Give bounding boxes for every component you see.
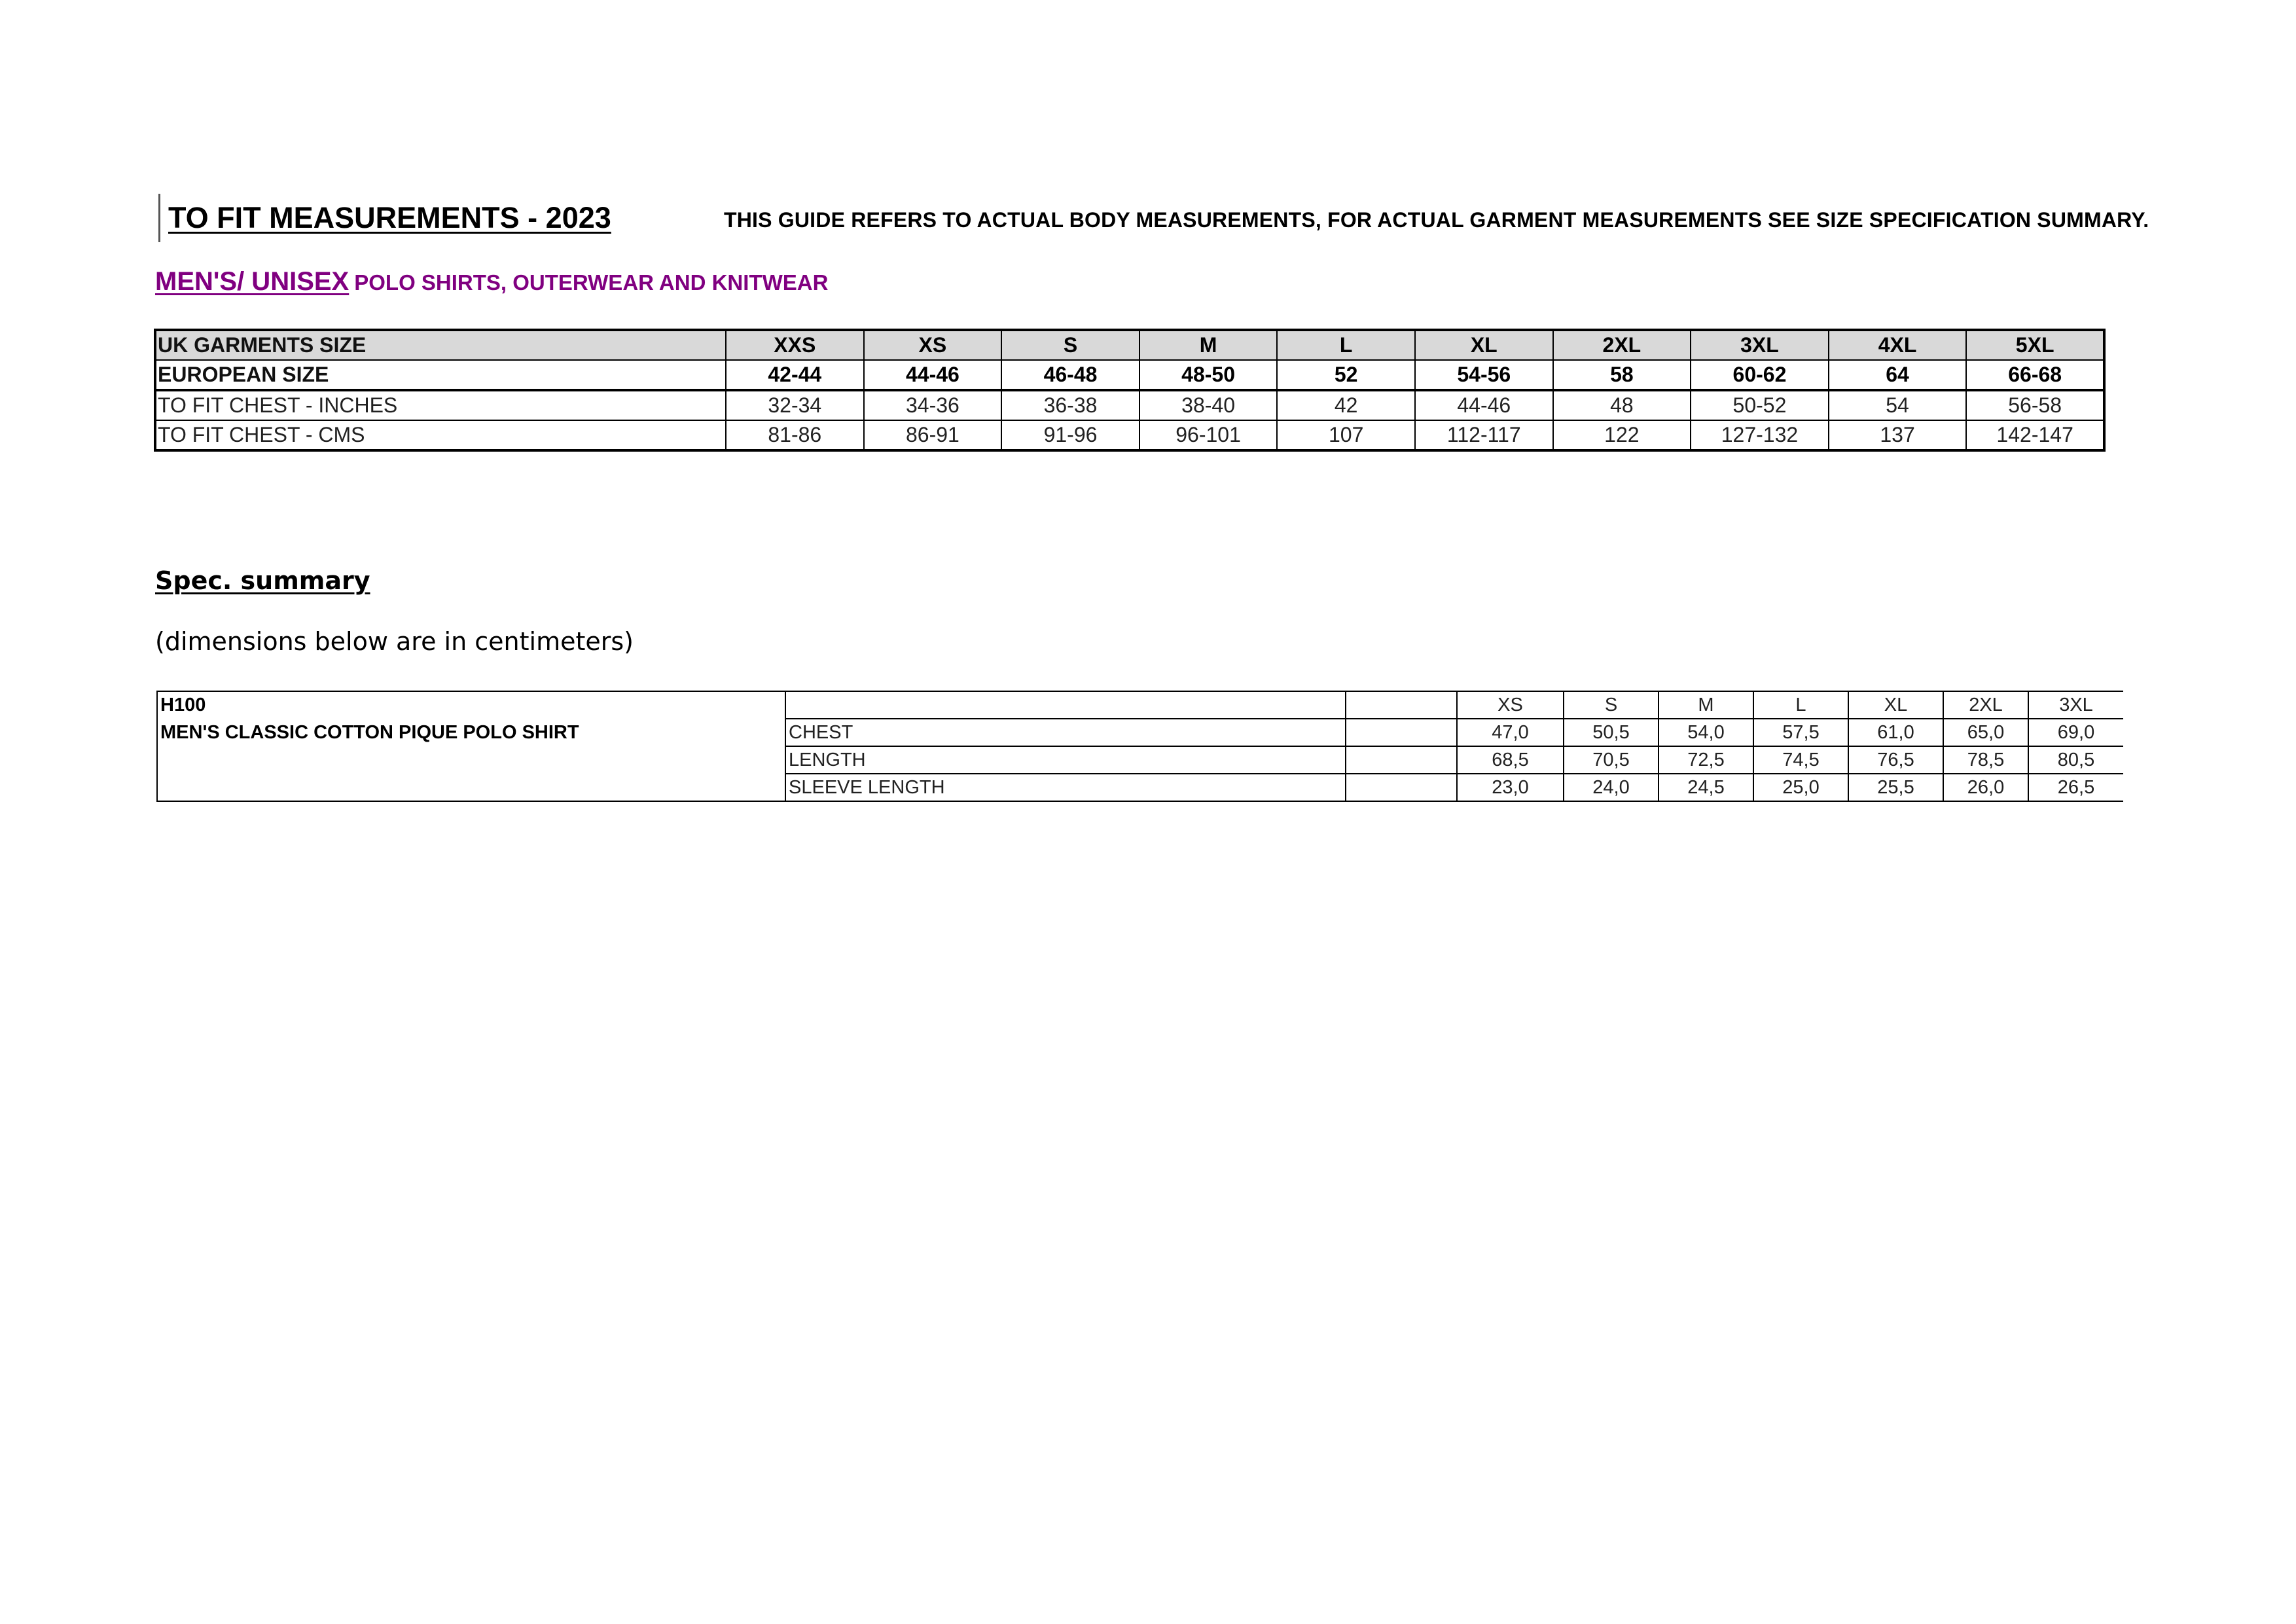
product-blank: [157, 746, 785, 774]
size-cell: 81-86: [726, 420, 864, 450]
spec-size-header: 2XL: [1943, 691, 2028, 719]
size-cell: 112-117: [1415, 420, 1553, 450]
spec-value: 65,0: [1943, 719, 2028, 746]
spec-empty-cell: [1346, 719, 1457, 746]
spec-value: 80,5: [2028, 746, 2123, 774]
spec-value: 25,5: [1848, 774, 1943, 801]
size-cell: 4XL: [1829, 330, 1967, 360]
spec-value: 26,5: [2028, 774, 2123, 801]
size-cell: 5XL: [1966, 330, 2104, 360]
size-cell: 142-147: [1966, 420, 2104, 450]
row-label: TO FIT CHEST - CMS: [158, 423, 365, 446]
size-cell: 54-56: [1415, 360, 1553, 390]
product-name: MEN'S CLASSIC COTTON PIQUE POLO SHIRT: [160, 721, 579, 743]
spec-empty-cell: [1346, 691, 1457, 719]
size-cell: XL: [1415, 330, 1553, 360]
product-blank: [157, 774, 785, 801]
row-label: TO FIT CHEST - INCHES: [158, 393, 398, 417]
size-row-chest-cms: [155, 420, 2104, 450]
size-cell: 3XL: [1691, 330, 1829, 360]
size-cell: 38-40: [1139, 390, 1278, 420]
size-cell: 52: [1277, 360, 1415, 390]
product-code: H100: [160, 695, 206, 715]
size-cell: 44-46: [864, 360, 1002, 390]
size-cell: 44-46: [1415, 390, 1553, 420]
size-cell: 60-62: [1691, 360, 1829, 390]
guide-note: THIS GUIDE REFERS TO ACTUAL BODY MEASUREMENTS, FOR ACTUAL GARMENT MEASUREMENTS SEE SIZE SPECIFICATION SUMMARY.: [724, 208, 2149, 232]
spec-value: 24,5: [1659, 774, 1753, 801]
measurement-label: SLEEVE LENGTH: [785, 774, 1346, 801]
size-cell: 54: [1829, 390, 1967, 420]
spec-value: 47,0: [1457, 719, 1564, 746]
spec-value: 76,5: [1848, 746, 1943, 774]
size-cell: 48: [1553, 390, 1691, 420]
spec-size-header: M: [1659, 691, 1753, 719]
spec-value: 24,0: [1564, 774, 1659, 801]
size-cell: 34-36: [864, 390, 1002, 420]
size-cell: 127-132: [1691, 420, 1829, 450]
row-label: UK GARMENTS SIZE: [155, 330, 726, 360]
spec-empty-cell: [1346, 746, 1457, 774]
spec-value: 72,5: [1659, 746, 1753, 774]
category-heading: [155, 267, 828, 297]
size-cell: 42-44: [726, 360, 864, 390]
category-rest: POLO SHIRTS, OUTERWEAR AND KNITWEAR: [354, 270, 829, 295]
spec-value: 26,0: [1943, 774, 2028, 801]
spec-value: 57,5: [1753, 719, 1848, 746]
spec-row-length: [157, 746, 2123, 774]
row-label: EUROPEAN SIZE: [158, 363, 329, 386]
size-cell: XS: [864, 330, 1002, 360]
spec-size-header: 3XL: [2028, 691, 2123, 719]
spec-value: 78,5: [1943, 746, 2028, 774]
size-cell: 2XL: [1553, 330, 1691, 360]
size-cell: 42: [1277, 390, 1415, 420]
spec-size-header: XS: [1457, 691, 1564, 719]
size-row-european: [155, 360, 2104, 390]
spec-summary-heading: Spec. summary: [155, 566, 370, 595]
size-cell: 122: [1553, 420, 1691, 450]
spec-value: 61,0: [1848, 719, 1943, 746]
spec-size-header: XL: [1848, 691, 1943, 719]
size-cell: 86-91: [864, 420, 1002, 450]
size-cell: S: [1001, 330, 1139, 360]
size-row-chest-inches: [155, 390, 2104, 420]
size-cell: XXS: [726, 330, 864, 360]
spec-value: 74,5: [1753, 746, 1848, 774]
spec-value: 70,5: [1564, 746, 1659, 774]
spec-table: [156, 691, 2123, 802]
spec-value: 54,0: [1659, 719, 1753, 746]
spec-units-note: (dimensions below are in centimeters): [155, 627, 634, 656]
spec-row-sleeve-length: [157, 774, 2123, 801]
spec-value: 25,0: [1753, 774, 1848, 801]
size-row-uk: [155, 330, 2104, 360]
size-cell: 36-38: [1001, 390, 1139, 420]
size-cell: 137: [1829, 420, 1967, 450]
size-cell: 46-48: [1001, 360, 1139, 390]
spec-value: 68,5: [1457, 746, 1564, 774]
size-cell: 66-68: [1966, 360, 2104, 390]
category-lead: MEN'S/ UNISEX: [155, 267, 350, 296]
size-cell: M: [1139, 330, 1278, 360]
size-cell: L: [1277, 330, 1415, 360]
spec-value: 23,0: [1457, 774, 1564, 801]
page-title: TO FIT MEASUREMENTS - 2023: [168, 201, 611, 234]
spec-row-chest: [157, 719, 2123, 746]
size-table: [154, 329, 2106, 452]
measurement-label: CHEST: [785, 719, 1346, 746]
size-cell: 50-52: [1691, 390, 1829, 420]
size-cell: 64: [1829, 360, 1967, 390]
size-cell: 56-58: [1966, 390, 2104, 420]
size-cell: 96-101: [1139, 420, 1278, 450]
spec-value: 69,0: [2028, 719, 2123, 746]
size-cell: 107: [1277, 420, 1415, 450]
spec-empty-cell: [785, 691, 1346, 719]
spec-value: 50,5: [1564, 719, 1659, 746]
title-block: [158, 194, 611, 242]
size-cell: 91-96: [1001, 420, 1139, 450]
spec-empty-cell: [1346, 774, 1457, 801]
size-cell: 32-34: [726, 390, 864, 420]
size-cell: 48-50: [1139, 360, 1278, 390]
measurement-label: LENGTH: [785, 746, 1346, 774]
spec-size-header: L: [1753, 691, 1848, 719]
size-cell: 58: [1553, 360, 1691, 390]
spec-header-row: [157, 691, 2123, 719]
spec-size-header: S: [1564, 691, 1659, 719]
